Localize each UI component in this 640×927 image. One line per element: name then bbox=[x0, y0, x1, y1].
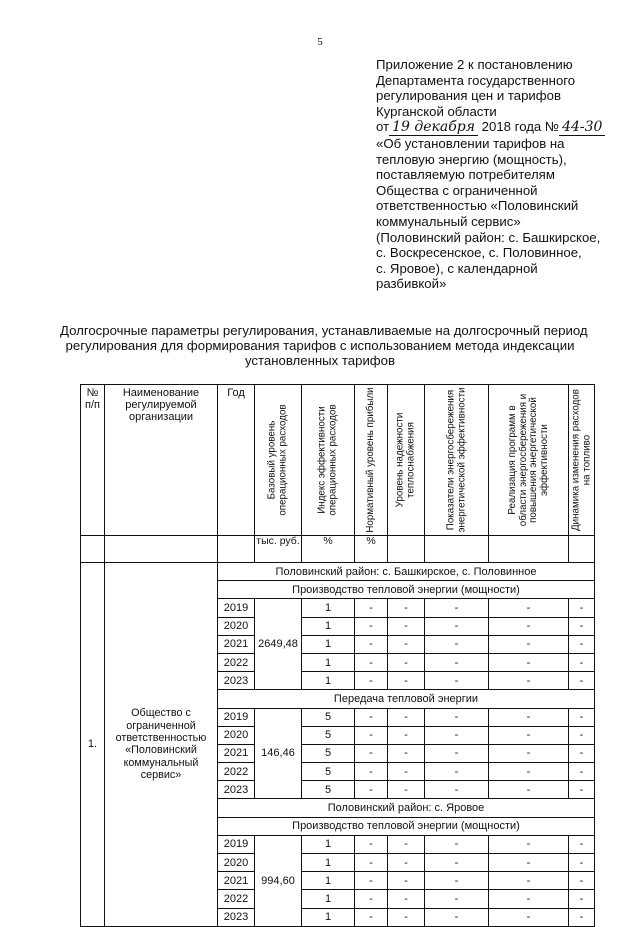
header-profit-level-text: Нормативный уровень прибыли bbox=[364, 387, 376, 533]
eff-cell: 1 bbox=[302, 653, 355, 671]
program-cell: - bbox=[489, 835, 569, 853]
profit-cell: - bbox=[355, 763, 388, 781]
profit-cell: - bbox=[355, 617, 388, 635]
appendix-line: тепловую энергию (мощность), bbox=[376, 151, 567, 167]
reliab-cell: - bbox=[388, 872, 425, 890]
eff-cell: 1 bbox=[302, 890, 355, 908]
profit-cell: - bbox=[355, 635, 388, 653]
eff-cell: 1 bbox=[302, 854, 355, 872]
eff-cell: 1 bbox=[302, 599, 355, 617]
profit-cell: - bbox=[355, 653, 388, 671]
program-cell: - bbox=[489, 726, 569, 744]
program-cell: - bbox=[489, 890, 569, 908]
year-cell: 2020 bbox=[218, 854, 255, 872]
reliab-cell: - bbox=[388, 781, 425, 799]
eff-cell: 5 bbox=[302, 744, 355, 762]
header-reliability-text: Уровень надежности теплоснабжения bbox=[394, 412, 416, 508]
appendix-block bbox=[376, 57, 626, 292]
fuel-cell: - bbox=[569, 744, 595, 762]
energy-cell: - bbox=[425, 781, 489, 799]
profit-cell: - bbox=[355, 854, 388, 872]
year-cell: 2021 bbox=[218, 744, 255, 762]
energy-cell: - bbox=[425, 835, 489, 853]
program-cell: - bbox=[489, 781, 569, 799]
appendix-line: Общества с ограниченной bbox=[376, 182, 538, 198]
eff-cell: 1 bbox=[302, 908, 355, 926]
year-cell: 2020 bbox=[218, 726, 255, 744]
reliab-cell: - bbox=[388, 653, 425, 671]
activity-title: Производство тепловой энергии (мощности) bbox=[218, 817, 595, 835]
header-programs-text: Реализация программ в области энергосбережения и повышения энергетической эффективности bbox=[506, 393, 549, 527]
fuel-cell: - bbox=[569, 672, 595, 690]
fuel-cell: - bbox=[569, 635, 595, 653]
appendix-line: «Об установлении тарифов на bbox=[376, 135, 565, 151]
eff-cell: 1 bbox=[302, 672, 355, 690]
title-line: установленных тарифов bbox=[244, 353, 396, 369]
fuel-cell: - bbox=[569, 872, 595, 890]
fuel-cell: - bbox=[569, 708, 595, 726]
fuel-cell: - bbox=[569, 854, 595, 872]
profit-cell: - bbox=[355, 781, 388, 799]
appendix-line: (Половинский район: с. Башкирское, bbox=[376, 229, 601, 245]
eff-cell: 5 bbox=[302, 708, 355, 726]
row-number: 1. bbox=[81, 563, 105, 927]
date-prefix: от bbox=[376, 119, 390, 135]
header-programs bbox=[489, 385, 569, 536]
energy-cell: - bbox=[425, 890, 489, 908]
program-cell: - bbox=[489, 617, 569, 635]
energy-cell: - bbox=[425, 908, 489, 926]
program-cell: - bbox=[489, 763, 569, 781]
energy-cell: - bbox=[425, 763, 489, 781]
fuel-cell: - bbox=[569, 890, 595, 908]
unit-efficiency: % bbox=[302, 536, 355, 563]
program-cell: - bbox=[489, 635, 569, 653]
program-cell: - bbox=[489, 908, 569, 926]
fuel-cell: - bbox=[569, 835, 595, 853]
fuel-cell: - bbox=[569, 763, 595, 781]
year-cell: 2020 bbox=[218, 617, 255, 635]
appendix-line: Приложение 2 к постановлению bbox=[376, 57, 573, 72]
header-energy-saving bbox=[425, 385, 489, 536]
profit-cell: - bbox=[355, 726, 388, 744]
eff-cell: 1 bbox=[302, 617, 355, 635]
energy-cell: - bbox=[425, 744, 489, 762]
eff-cell: 5 bbox=[302, 781, 355, 799]
header-num: № п/п bbox=[81, 385, 105, 536]
energy-cell: - bbox=[425, 854, 489, 872]
year-cell: 2022 bbox=[218, 653, 255, 671]
appendix-date-line bbox=[376, 119, 626, 136]
title-line: регулирования для формирования тарифов с использованием метода индексации bbox=[65, 338, 575, 354]
reliab-cell: - bbox=[388, 890, 425, 908]
handwritten-date: 19 декабря bbox=[389, 119, 478, 136]
header-efficiency-index bbox=[302, 385, 355, 536]
header-fuel-dynamics bbox=[569, 385, 595, 536]
profit-cell: - bbox=[355, 744, 388, 762]
header-profit-level bbox=[355, 385, 388, 536]
energy-cell: - bbox=[425, 726, 489, 744]
eff-cell: 1 bbox=[302, 872, 355, 890]
eff-cell: 1 bbox=[302, 635, 355, 653]
header-year: Год bbox=[218, 385, 255, 536]
base-level-cell: 994,60 bbox=[255, 835, 302, 926]
profit-cell: - bbox=[355, 835, 388, 853]
header-fuel-dynamics-text: Динамика изменения расходов на топливо bbox=[570, 389, 592, 531]
program-cell: - bbox=[489, 599, 569, 617]
reliab-cell: - bbox=[388, 726, 425, 744]
program-cell: - bbox=[489, 653, 569, 671]
unit-profit: % bbox=[355, 536, 388, 563]
activity-title: Производство тепловой энергии (мощности) bbox=[218, 581, 595, 599]
appendix-line: Курганской области bbox=[376, 103, 497, 119]
reliab-cell: - bbox=[388, 635, 425, 653]
year-cell: 2021 bbox=[218, 872, 255, 890]
profit-cell: - bbox=[355, 599, 388, 617]
header-base-level-text: Базовый уровень операционных расходов bbox=[266, 404, 288, 516]
header-row bbox=[81, 385, 595, 536]
appendix-line: коммунальный сервис» bbox=[376, 213, 521, 229]
profit-cell: - bbox=[355, 872, 388, 890]
eff-cell: 5 bbox=[302, 726, 355, 744]
reliab-cell: - bbox=[388, 599, 425, 617]
year-cell: 2023 bbox=[218, 781, 255, 799]
energy-cell: - bbox=[425, 708, 489, 726]
program-cell: - bbox=[489, 854, 569, 872]
reliab-cell: - bbox=[388, 908, 425, 926]
unit-base: тыс. руб. bbox=[255, 536, 302, 563]
base-level-cell: 146,46 bbox=[255, 708, 302, 799]
appendix-line: поставляемую потребителям bbox=[376, 167, 555, 183]
header-organization: Наименование регулируемой организации bbox=[105, 385, 218, 536]
page-number: 5 bbox=[317, 36, 323, 48]
profit-cell: - bbox=[355, 708, 388, 726]
title-line: Долгосрочные параметры регулирования, устанавливаемые на долгосрочный период bbox=[60, 323, 588, 338]
units-row bbox=[81, 536, 595, 563]
header-reliability bbox=[388, 385, 425, 536]
appendix-line: регулирования цен и тарифов bbox=[376, 88, 561, 104]
year-cell: 2022 bbox=[218, 763, 255, 781]
program-cell: - bbox=[489, 672, 569, 690]
reliab-cell: - bbox=[388, 835, 425, 853]
profit-cell: - bbox=[355, 890, 388, 908]
appendix-line: разбивкой» bbox=[376, 276, 447, 292]
header-efficiency-index-text: Индекс эффективности операционных расходов bbox=[316, 404, 338, 516]
program-cell: - bbox=[489, 872, 569, 890]
document-title bbox=[60, 323, 588, 369]
appendix-line: с. Воскресенское, с. Половинное, bbox=[376, 245, 582, 261]
reliab-cell: - bbox=[388, 617, 425, 635]
fuel-cell: - bbox=[569, 908, 595, 926]
year-cell: 2023 bbox=[218, 672, 255, 690]
handwritten-number: 44-30 bbox=[559, 119, 605, 136]
appendix-line: ответственностью «Половинский bbox=[376, 198, 579, 214]
program-cell: - bbox=[489, 744, 569, 762]
energy-cell: - bbox=[425, 653, 489, 671]
energy-cell: - bbox=[425, 635, 489, 653]
base-level-cell: 2649,48 bbox=[255, 599, 302, 690]
program-cell: - bbox=[489, 708, 569, 726]
fuel-cell: - bbox=[569, 781, 595, 799]
appendix-line: Департамента государственного bbox=[376, 72, 576, 88]
energy-cell: - bbox=[425, 599, 489, 617]
year-cell: 2019 bbox=[218, 708, 255, 726]
activity-title: Передача тепловой энергии bbox=[218, 690, 595, 708]
table-body bbox=[81, 563, 595, 927]
parameters-table bbox=[80, 384, 595, 927]
reliab-cell: - bbox=[388, 672, 425, 690]
year-cell: 2023 bbox=[218, 908, 255, 926]
year-cell: 2019 bbox=[218, 835, 255, 853]
year-cell: 2021 bbox=[218, 635, 255, 653]
organization-name: Общество с ограниченной ответственностью «Половинский коммунальный сервис» bbox=[105, 563, 218, 927]
fuel-cell: - bbox=[569, 726, 595, 744]
fuel-cell: - bbox=[569, 599, 595, 617]
year-text: 2018 года № bbox=[481, 119, 560, 135]
eff-cell: 5 bbox=[302, 763, 355, 781]
reliab-cell: - bbox=[388, 763, 425, 781]
energy-cell: - bbox=[425, 872, 489, 890]
fuel-cell: - bbox=[569, 653, 595, 671]
fuel-cell: - bbox=[569, 617, 595, 635]
reliab-cell: - bbox=[388, 854, 425, 872]
profit-cell: - bbox=[355, 908, 388, 926]
reliab-cell: - bbox=[388, 744, 425, 762]
reliab-cell: - bbox=[388, 708, 425, 726]
year-cell: 2022 bbox=[218, 890, 255, 908]
profit-cell: - bbox=[355, 672, 388, 690]
header-base-level bbox=[255, 385, 302, 536]
district-row bbox=[81, 563, 595, 581]
appendix-line: с. Яровое), с календарной bbox=[376, 260, 538, 276]
energy-cell: - bbox=[425, 617, 489, 635]
eff-cell: 1 bbox=[302, 835, 355, 853]
district-title: Половинский район: с. Башкирское, с. Половинное bbox=[218, 563, 595, 581]
energy-cell: - bbox=[425, 672, 489, 690]
header-energy-saving-text: Показатели энергосбережения энергетической эффективности bbox=[445, 387, 467, 533]
district-title: Половинский район: с. Яровое bbox=[218, 799, 595, 817]
year-cell: 2019 bbox=[218, 599, 255, 617]
